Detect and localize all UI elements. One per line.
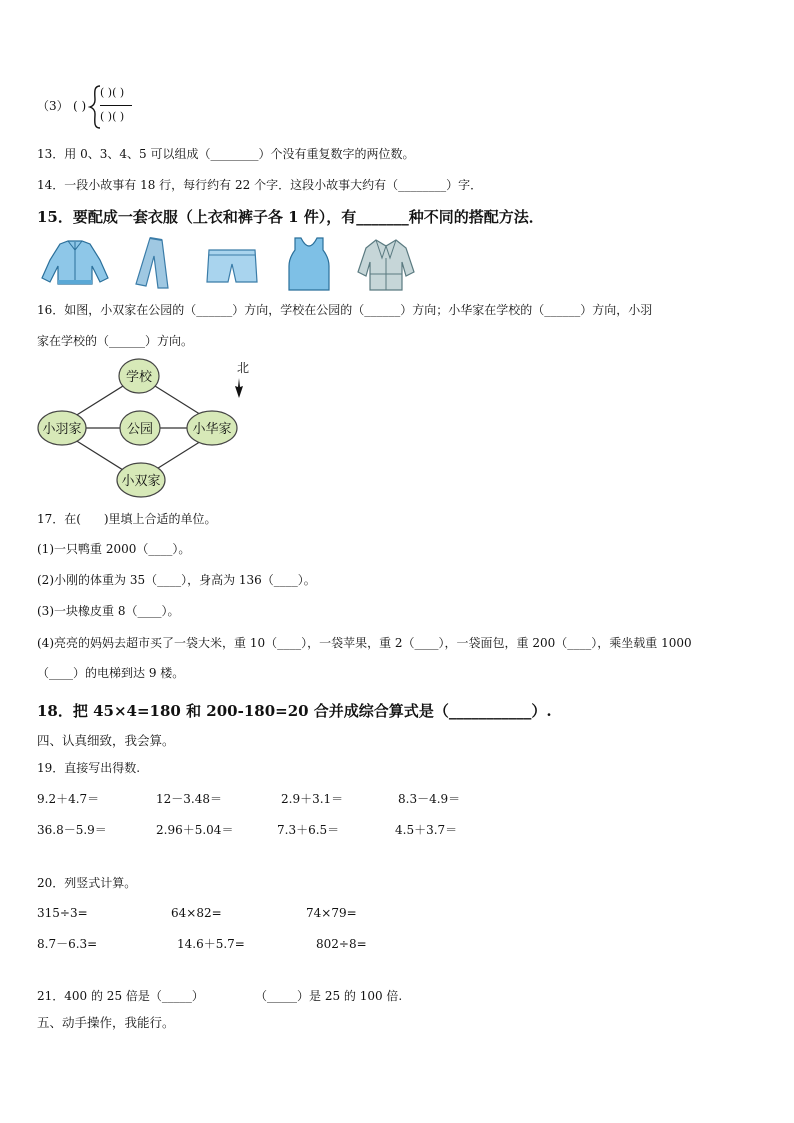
q20-r1-c3: 74×79= [306, 906, 357, 920]
q19-r2-c3: 7.3＋6.5＝ [277, 823, 340, 837]
q12-part3-label: （3） [37, 99, 69, 113]
section-4-heading: 四、认真细致，我会算。 [37, 733, 175, 748]
question-13: 13．用 0、3、4、5 可以组成（________）个没有重复数字的两位数。 [37, 147, 415, 161]
q19-r2-c4: 4.5＋3.7＝ [395, 823, 458, 837]
park-label: 公园 [126, 422, 154, 437]
pants-image [124, 236, 180, 292]
coat-image [356, 236, 416, 292]
q19-r1-c2: 12－3.48＝ [156, 792, 222, 806]
q19-r1-c3: 2.9＋3.1＝ [281, 792, 344, 806]
section-5-heading: 五、动手操作，我能行。 [37, 1015, 175, 1030]
q20-r2-c2: 14.6＋5.7= [177, 937, 245, 951]
q19-r1-c1: 9.2＋4.7＝ [37, 792, 100, 806]
fraction-line [100, 105, 132, 106]
jacket-image [38, 238, 112, 290]
question-17-part4a: (4)亮亮的妈妈去超市买了一袋大米，重 10（____），一袋苹果，重 2（____），一袋面包，重 200（____），乘坐载重 1000 [37, 636, 692, 650]
q20-r2-c1: 8.7－6.3= [37, 937, 98, 951]
question-17-part1: (1)一只鸭重 2000（____）。 [37, 542, 191, 556]
q20-r1-c1: 315÷3= [37, 906, 88, 920]
school-label: 学校 [125, 370, 153, 385]
question-18: 18．把 45×4=180 和 200-180=20 合并成综合算式是（___________）. [37, 702, 552, 720]
question-17-title: 17．在( )里填上合适的单位。 [37, 512, 217, 526]
shorts-image [205, 246, 261, 288]
question-21-part-b: （_____）是 25 的 100 倍. [255, 989, 403, 1003]
question-16-line2: 家在学校的（______）方向。 [37, 334, 194, 348]
direction-map [34, 356, 254, 498]
q20-r1-c2: 64×82= [171, 906, 222, 920]
xiaoshuang-label: 小双家 [121, 474, 161, 489]
q12-part3-bottom: ( )( ) [100, 110, 125, 123]
q19-r2-c1: 36.8－5.9＝ [37, 823, 107, 837]
q20-r2-c3: 802÷8= [316, 937, 367, 951]
question-15: 15．要配成一套衣服（上衣和裤子各 1 件），有_______种不同的搭配方法． [37, 208, 544, 226]
xiaohua-label: 小华家 [192, 422, 232, 437]
q19-r2-c2: 2.96＋5.04＝ [156, 823, 234, 837]
question-20-title: 20．列竖式计算。 [37, 876, 137, 890]
question-16-line1: 16．如图，小双家在公园的（______）方向，学校在公园的（______）方向；小华家在学校的（______）方向，小羽 [37, 303, 653, 317]
north-arrow-icon [235, 378, 243, 398]
question-17-part2: (2)小刚的体重为 35（____），身高为 136（____）。 [37, 573, 316, 587]
question-14: 14．一段小故事有 18 行，每行约有 22 个字．这段小故事大约有（________）字． [37, 178, 483, 192]
q12-part3-top: ( )( ) [100, 86, 125, 99]
question-17-part4b: （____）的电梯到达 9 楼。 [37, 666, 185, 680]
q19-r1-c4: 8.3－4.9＝ [398, 792, 461, 806]
question-21-part-a: 21．400 的 25 倍是（_____） [37, 989, 204, 1003]
xiaoyu-label: 小羽家 [42, 422, 82, 437]
north-label: 北 [237, 361, 250, 375]
question-19-title: 19．直接写出得数. [37, 761, 141, 775]
question-17-part3: (3)一块橡皮重 8（____）。 [37, 604, 180, 618]
tank-top-image [285, 236, 333, 292]
q12-part3-left-blank: ( ) [73, 99, 87, 113]
